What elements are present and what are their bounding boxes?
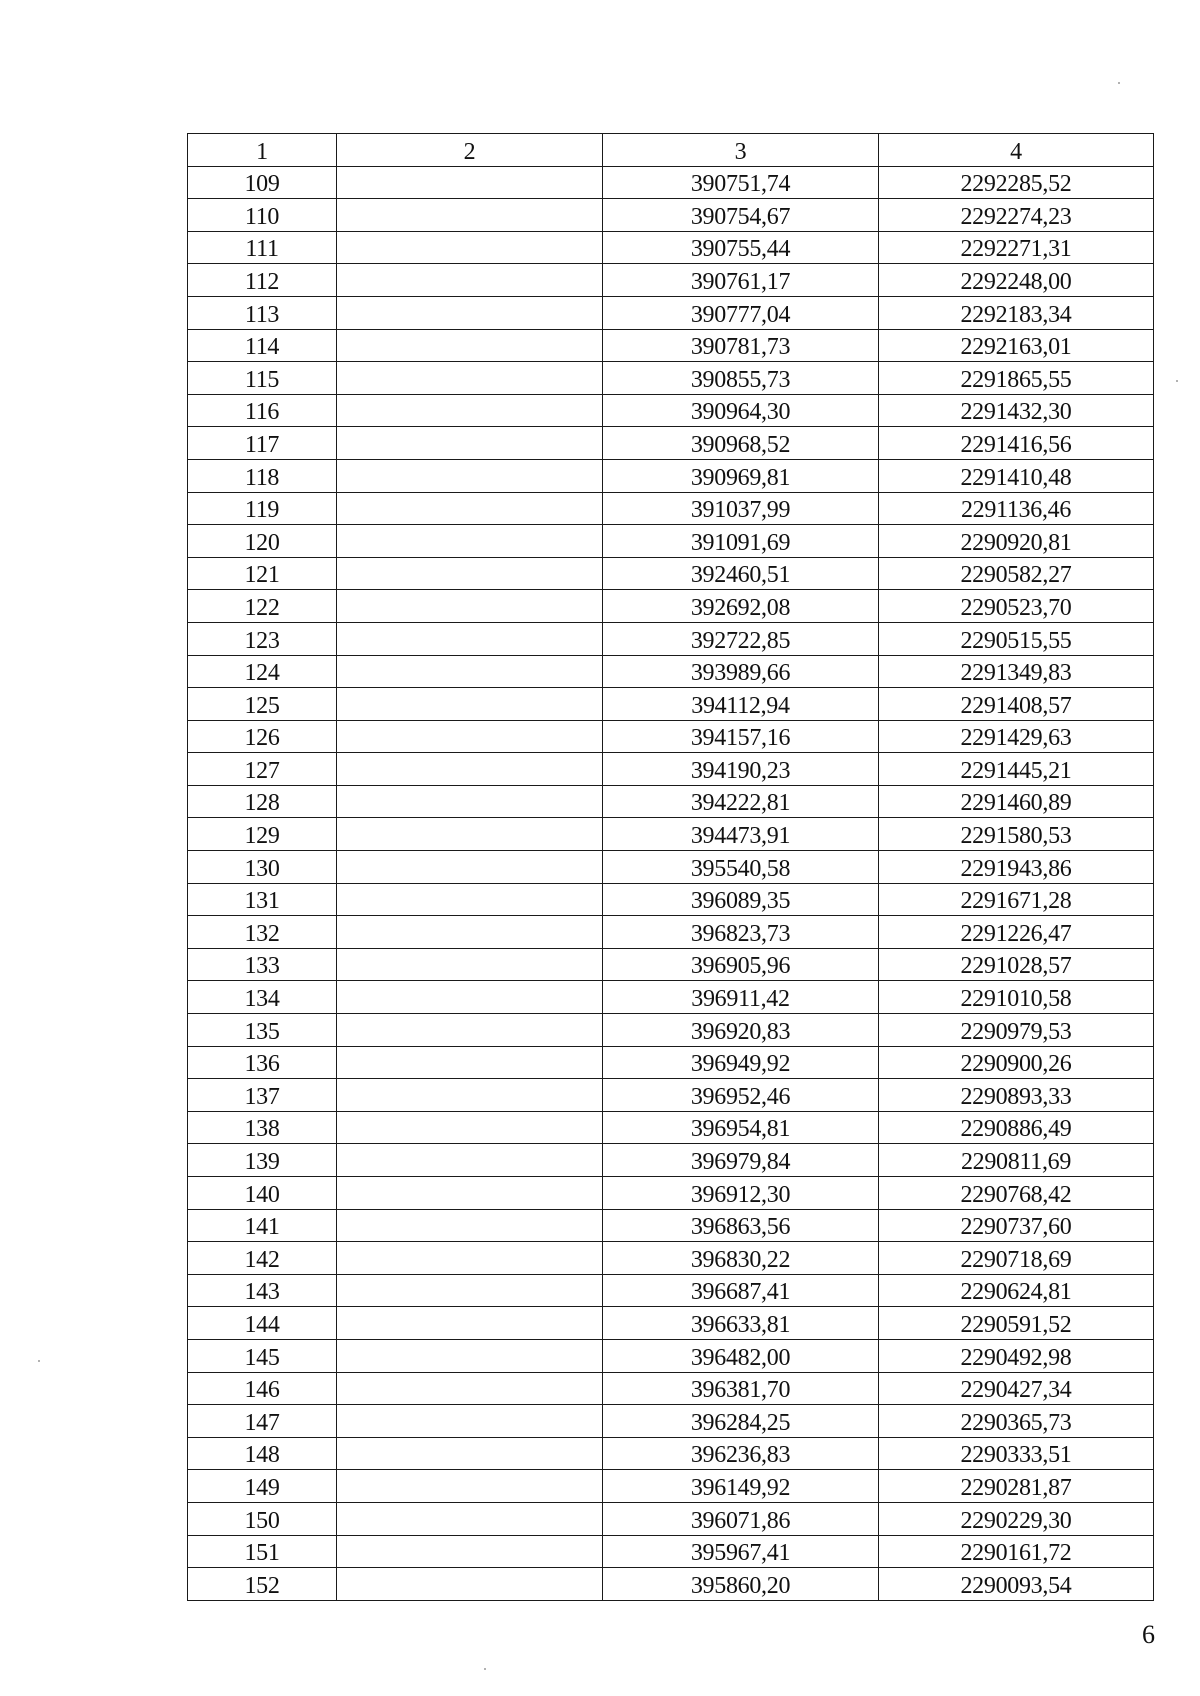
x-coordinate-cell: 391037,99 bbox=[603, 492, 879, 525]
x-coordinate-cell: 394157,16 bbox=[603, 720, 879, 753]
column-header-4: 4 bbox=[879, 134, 1154, 167]
x-coordinate-cell: 396071,86 bbox=[603, 1502, 879, 1535]
x-coordinate-cell: 396920,83 bbox=[603, 1014, 879, 1047]
y-coordinate-cell: 2290492,98 bbox=[879, 1339, 1154, 1372]
point-number-cell: 124 bbox=[188, 655, 337, 688]
y-coordinate-cell: 2290281,87 bbox=[879, 1470, 1154, 1503]
x-coordinate-cell: 396912,30 bbox=[603, 1177, 879, 1210]
table-row bbox=[188, 362, 1154, 395]
table-row bbox=[188, 1502, 1154, 1535]
point-number-cell: 140 bbox=[188, 1177, 337, 1210]
table-row bbox=[188, 688, 1154, 721]
point-number-cell: 109 bbox=[188, 166, 337, 199]
x-coordinate-cell: 396905,96 bbox=[603, 948, 879, 981]
x-coordinate-cell: 390855,73 bbox=[603, 362, 879, 395]
table-row bbox=[188, 459, 1154, 492]
point-number-cell: 144 bbox=[188, 1307, 337, 1340]
point-number-cell: 131 bbox=[188, 883, 337, 916]
description-cell bbox=[337, 1079, 603, 1112]
table-row bbox=[188, 166, 1154, 199]
point-number-cell: 139 bbox=[188, 1144, 337, 1177]
table-row bbox=[188, 655, 1154, 688]
x-coordinate-cell: 390755,44 bbox=[603, 231, 879, 264]
y-coordinate-cell: 2291136,46 bbox=[879, 492, 1154, 525]
point-number-cell: 115 bbox=[188, 362, 337, 395]
x-coordinate-cell: 396381,70 bbox=[603, 1372, 879, 1405]
description-cell bbox=[337, 1405, 603, 1438]
point-number-cell: 118 bbox=[188, 459, 337, 492]
description-cell bbox=[337, 492, 603, 525]
description-cell bbox=[337, 427, 603, 460]
y-coordinate-cell: 2290591,52 bbox=[879, 1307, 1154, 1340]
x-coordinate-cell: 395540,58 bbox=[603, 851, 879, 884]
scan-speck bbox=[1118, 82, 1120, 84]
x-coordinate-cell: 392460,51 bbox=[603, 557, 879, 590]
point-number-cell: 130 bbox=[188, 851, 337, 884]
point-number-cell: 114 bbox=[188, 329, 337, 362]
table-row bbox=[188, 492, 1154, 525]
table-row bbox=[188, 557, 1154, 590]
point-number-cell: 125 bbox=[188, 688, 337, 721]
point-number-cell: 121 bbox=[188, 557, 337, 590]
y-coordinate-cell: 2291429,63 bbox=[879, 720, 1154, 753]
point-number-cell: 127 bbox=[188, 753, 337, 786]
description-cell bbox=[337, 1372, 603, 1405]
x-coordinate-cell: 393989,66 bbox=[603, 655, 879, 688]
x-coordinate-cell: 396979,84 bbox=[603, 1144, 879, 1177]
description-cell bbox=[337, 1502, 603, 1535]
y-coordinate-cell: 2290515,55 bbox=[879, 622, 1154, 655]
x-coordinate-cell: 390964,30 bbox=[603, 394, 879, 427]
description-cell bbox=[337, 329, 603, 362]
table-row bbox=[188, 1307, 1154, 1340]
table-row bbox=[188, 1079, 1154, 1112]
table-row bbox=[188, 296, 1154, 329]
point-number-cell: 119 bbox=[188, 492, 337, 525]
description-cell bbox=[337, 1209, 603, 1242]
description-cell bbox=[337, 1470, 603, 1503]
column-header-1: 1 bbox=[188, 134, 337, 167]
y-coordinate-cell: 2290811,69 bbox=[879, 1144, 1154, 1177]
x-coordinate-cell: 396863,56 bbox=[603, 1209, 879, 1242]
point-number-cell: 116 bbox=[188, 394, 337, 427]
table-row bbox=[188, 1372, 1154, 1405]
y-coordinate-cell: 2290161,72 bbox=[879, 1535, 1154, 1568]
column-header-2: 2 bbox=[337, 134, 603, 167]
point-number-cell: 138 bbox=[188, 1111, 337, 1144]
point-number-cell: 123 bbox=[188, 622, 337, 655]
point-number-cell: 129 bbox=[188, 818, 337, 851]
description-cell bbox=[337, 688, 603, 721]
point-number-cell: 111 bbox=[188, 231, 337, 264]
table-row bbox=[188, 1242, 1154, 1275]
description-cell bbox=[337, 622, 603, 655]
y-coordinate-cell: 2290229,30 bbox=[879, 1502, 1154, 1535]
description-cell bbox=[337, 883, 603, 916]
y-coordinate-cell: 2292285,52 bbox=[879, 166, 1154, 199]
table-row bbox=[188, 525, 1154, 558]
y-coordinate-cell: 2290920,81 bbox=[879, 525, 1154, 558]
description-cell bbox=[337, 851, 603, 884]
x-coordinate-cell: 396089,35 bbox=[603, 883, 879, 916]
x-coordinate-cell: 394112,94 bbox=[603, 688, 879, 721]
y-coordinate-cell: 2291432,30 bbox=[879, 394, 1154, 427]
y-coordinate-cell: 2290427,34 bbox=[879, 1372, 1154, 1405]
x-coordinate-cell: 396911,42 bbox=[603, 981, 879, 1014]
point-number-cell: 150 bbox=[188, 1502, 337, 1535]
y-coordinate-cell: 2290582,27 bbox=[879, 557, 1154, 590]
x-coordinate-cell: 396633,81 bbox=[603, 1307, 879, 1340]
table-row bbox=[188, 981, 1154, 1014]
description-cell bbox=[337, 1339, 603, 1372]
x-coordinate-cell: 390777,04 bbox=[603, 296, 879, 329]
x-coordinate-cell: 390968,52 bbox=[603, 427, 879, 460]
point-number-cell: 132 bbox=[188, 916, 337, 949]
table-row bbox=[188, 1339, 1154, 1372]
point-number-cell: 135 bbox=[188, 1014, 337, 1047]
table-row bbox=[188, 1014, 1154, 1047]
point-number-cell: 128 bbox=[188, 785, 337, 818]
description-cell bbox=[337, 720, 603, 753]
x-coordinate-cell: 392722,85 bbox=[603, 622, 879, 655]
table-header bbox=[188, 134, 1154, 167]
table-header-row bbox=[188, 134, 1154, 167]
description-cell bbox=[337, 1242, 603, 1275]
table-row bbox=[188, 264, 1154, 297]
point-number-cell: 136 bbox=[188, 1046, 337, 1079]
table-row bbox=[188, 883, 1154, 916]
point-number-cell: 137 bbox=[188, 1079, 337, 1112]
x-coordinate-cell: 396236,83 bbox=[603, 1437, 879, 1470]
y-coordinate-cell: 2291028,57 bbox=[879, 948, 1154, 981]
x-coordinate-cell: 396823,73 bbox=[603, 916, 879, 949]
x-coordinate-cell: 394190,23 bbox=[603, 753, 879, 786]
point-number-cell: 110 bbox=[188, 199, 337, 232]
y-coordinate-cell: 2292183,34 bbox=[879, 296, 1154, 329]
table-row bbox=[188, 1177, 1154, 1210]
table-row bbox=[188, 622, 1154, 655]
y-coordinate-cell: 2290893,33 bbox=[879, 1079, 1154, 1112]
point-number-cell: 149 bbox=[188, 1470, 337, 1503]
x-coordinate-cell: 396482,00 bbox=[603, 1339, 879, 1372]
point-number-cell: 142 bbox=[188, 1242, 337, 1275]
description-cell bbox=[337, 166, 603, 199]
description-cell bbox=[337, 1014, 603, 1047]
x-coordinate-cell: 396687,41 bbox=[603, 1274, 879, 1307]
x-coordinate-cell: 392692,08 bbox=[603, 590, 879, 623]
table-row bbox=[188, 199, 1154, 232]
description-cell bbox=[337, 1535, 603, 1568]
y-coordinate-cell: 2291010,58 bbox=[879, 981, 1154, 1014]
table-row bbox=[188, 427, 1154, 460]
y-coordinate-cell: 2291460,89 bbox=[879, 785, 1154, 818]
y-coordinate-cell: 2291943,86 bbox=[879, 851, 1154, 884]
table-row bbox=[188, 948, 1154, 981]
point-number-cell: 117 bbox=[188, 427, 337, 460]
description-cell bbox=[337, 655, 603, 688]
scan-speck bbox=[38, 1360, 40, 1362]
y-coordinate-cell: 2292271,31 bbox=[879, 231, 1154, 264]
y-coordinate-cell: 2290093,54 bbox=[879, 1568, 1154, 1601]
point-number-cell: 148 bbox=[188, 1437, 337, 1470]
y-coordinate-cell: 2290768,42 bbox=[879, 1177, 1154, 1210]
y-coordinate-cell: 2291865,55 bbox=[879, 362, 1154, 395]
y-coordinate-cell: 2290737,60 bbox=[879, 1209, 1154, 1242]
coordinates-table bbox=[187, 133, 1154, 1601]
table-row bbox=[188, 231, 1154, 264]
y-coordinate-cell: 2292248,00 bbox=[879, 264, 1154, 297]
description-cell bbox=[337, 459, 603, 492]
description-cell bbox=[337, 1144, 603, 1177]
table-row bbox=[188, 1535, 1154, 1568]
page-number: 6 bbox=[1142, 1620, 1155, 1649]
description-cell bbox=[337, 916, 603, 949]
y-coordinate-cell: 2290886,49 bbox=[879, 1111, 1154, 1144]
description-cell bbox=[337, 394, 603, 427]
y-coordinate-cell: 2292163,01 bbox=[879, 329, 1154, 362]
x-coordinate-cell: 395967,41 bbox=[603, 1535, 879, 1568]
point-number-cell: 151 bbox=[188, 1535, 337, 1568]
y-coordinate-cell: 2290979,53 bbox=[879, 1014, 1154, 1047]
point-number-cell: 145 bbox=[188, 1339, 337, 1372]
y-coordinate-cell: 2291410,48 bbox=[879, 459, 1154, 492]
description-cell bbox=[337, 1177, 603, 1210]
x-coordinate-cell: 396954,81 bbox=[603, 1111, 879, 1144]
scan-speck bbox=[1176, 380, 1178, 382]
table-row bbox=[188, 1437, 1154, 1470]
point-number-cell: 113 bbox=[188, 296, 337, 329]
x-coordinate-cell: 390781,73 bbox=[603, 329, 879, 362]
point-number-cell: 120 bbox=[188, 525, 337, 558]
y-coordinate-cell: 2290523,70 bbox=[879, 590, 1154, 623]
y-coordinate-cell: 2291349,83 bbox=[879, 655, 1154, 688]
table-body bbox=[188, 166, 1154, 1600]
description-cell bbox=[337, 1307, 603, 1340]
y-coordinate-cell: 2290900,26 bbox=[879, 1046, 1154, 1079]
description-cell bbox=[337, 981, 603, 1014]
y-coordinate-cell: 2291416,56 bbox=[879, 427, 1154, 460]
x-coordinate-cell: 390754,67 bbox=[603, 199, 879, 232]
table-row bbox=[188, 1046, 1154, 1079]
table-row bbox=[188, 1470, 1154, 1503]
x-coordinate-cell: 394473,91 bbox=[603, 818, 879, 851]
description-cell bbox=[337, 1568, 603, 1601]
y-coordinate-cell: 2290333,51 bbox=[879, 1437, 1154, 1470]
scan-speck bbox=[484, 1668, 486, 1670]
y-coordinate-cell: 2290365,73 bbox=[879, 1405, 1154, 1438]
table-row bbox=[188, 851, 1154, 884]
table-row bbox=[188, 1144, 1154, 1177]
x-coordinate-cell: 396949,92 bbox=[603, 1046, 879, 1079]
x-coordinate-cell: 390761,17 bbox=[603, 264, 879, 297]
y-coordinate-cell: 2291671,28 bbox=[879, 883, 1154, 916]
point-number-cell: 112 bbox=[188, 264, 337, 297]
description-cell bbox=[337, 231, 603, 264]
point-number-cell: 141 bbox=[188, 1209, 337, 1242]
x-coordinate-cell: 396149,92 bbox=[603, 1470, 879, 1503]
x-coordinate-cell: 390751,74 bbox=[603, 166, 879, 199]
description-cell bbox=[337, 753, 603, 786]
point-number-cell: 143 bbox=[188, 1274, 337, 1307]
description-cell bbox=[337, 557, 603, 590]
table-row bbox=[188, 1568, 1154, 1601]
x-coordinate-cell: 391091,69 bbox=[603, 525, 879, 558]
column-header-3: 3 bbox=[603, 134, 879, 167]
table-row bbox=[188, 753, 1154, 786]
description-cell bbox=[337, 1046, 603, 1079]
x-coordinate-cell: 396952,46 bbox=[603, 1079, 879, 1112]
point-number-cell: 126 bbox=[188, 720, 337, 753]
point-number-cell: 134 bbox=[188, 981, 337, 1014]
point-number-cell: 133 bbox=[188, 948, 337, 981]
point-number-cell: 146 bbox=[188, 1372, 337, 1405]
table-row bbox=[188, 590, 1154, 623]
description-cell bbox=[337, 525, 603, 558]
point-number-cell: 152 bbox=[188, 1568, 337, 1601]
x-coordinate-cell: 396284,25 bbox=[603, 1405, 879, 1438]
x-coordinate-cell: 390969,81 bbox=[603, 459, 879, 492]
description-cell bbox=[337, 296, 603, 329]
description-cell bbox=[337, 818, 603, 851]
table-row bbox=[188, 785, 1154, 818]
point-number-cell: 147 bbox=[188, 1405, 337, 1438]
description-cell bbox=[337, 1111, 603, 1144]
description-cell bbox=[337, 1437, 603, 1470]
point-number-cell: 122 bbox=[188, 590, 337, 623]
table-row bbox=[188, 394, 1154, 427]
table-row bbox=[188, 1405, 1154, 1438]
y-coordinate-cell: 2290718,69 bbox=[879, 1242, 1154, 1275]
y-coordinate-cell: 2290624,81 bbox=[879, 1274, 1154, 1307]
x-coordinate-cell: 396830,22 bbox=[603, 1242, 879, 1275]
y-coordinate-cell: 2292274,23 bbox=[879, 199, 1154, 232]
x-coordinate-cell: 394222,81 bbox=[603, 785, 879, 818]
y-coordinate-cell: 2291445,21 bbox=[879, 753, 1154, 786]
table-row bbox=[188, 1274, 1154, 1307]
description-cell bbox=[337, 785, 603, 818]
x-coordinate-cell: 395860,20 bbox=[603, 1568, 879, 1601]
table-row bbox=[188, 1209, 1154, 1242]
description-cell bbox=[337, 264, 603, 297]
table-row bbox=[188, 1111, 1154, 1144]
table-row bbox=[188, 329, 1154, 362]
y-coordinate-cell: 2291408,57 bbox=[879, 688, 1154, 721]
description-cell bbox=[337, 1274, 603, 1307]
y-coordinate-cell: 2291226,47 bbox=[879, 916, 1154, 949]
description-cell bbox=[337, 199, 603, 232]
description-cell bbox=[337, 948, 603, 981]
description-cell bbox=[337, 362, 603, 395]
table-row bbox=[188, 720, 1154, 753]
table-row bbox=[188, 818, 1154, 851]
description-cell bbox=[337, 590, 603, 623]
y-coordinate-cell: 2291580,53 bbox=[879, 818, 1154, 851]
table-row bbox=[188, 916, 1154, 949]
